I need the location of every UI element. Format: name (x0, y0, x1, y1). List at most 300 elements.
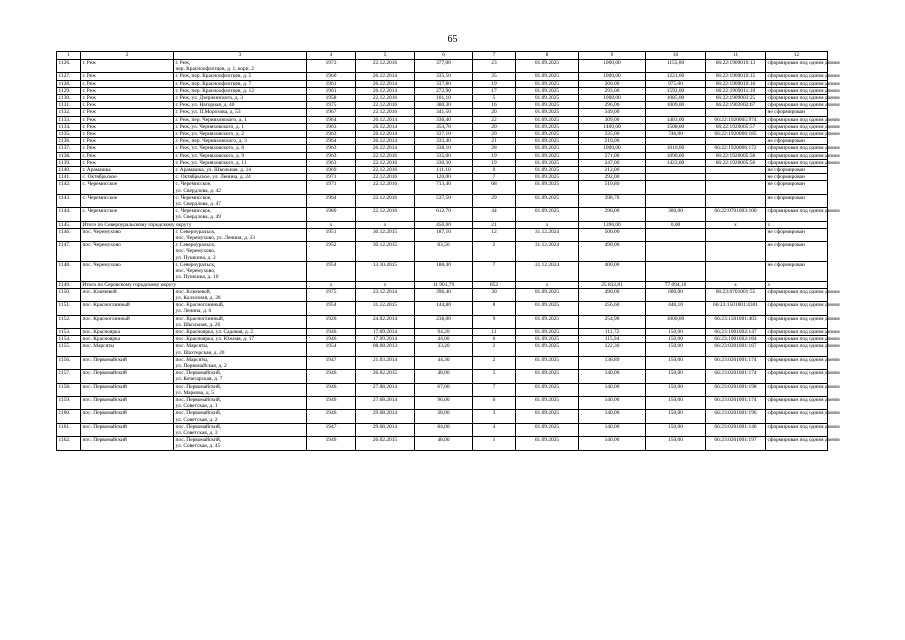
table-row (57, 109, 828, 116)
table-cell: 19 (473, 159, 516, 166)
table-cell: 25 832,81 (579, 281, 646, 288)
table-cell: 187,10 (415, 228, 473, 241)
table-cell: г. Реж (81, 109, 174, 116)
table-cell: г. Реж, ул. Дзержинского, д. 3 (174, 95, 307, 102)
table-cell: 1000,00 (579, 73, 646, 80)
table-cell: 66:23:0201001:196 (706, 410, 766, 423)
table-cell (646, 174, 706, 181)
table-cell: 08.08.2013 (356, 343, 415, 356)
table-cell (706, 242, 766, 262)
table-cell: г. Арамашка (81, 167, 174, 174)
table-cell: 16 (473, 102, 516, 109)
table-cell: 337,80 (415, 80, 473, 87)
table-cell: 30.12.2015 (356, 242, 415, 262)
table-cell: 66:22:1920005:57 (706, 123, 766, 130)
table-cell: сформирован под одним домом (767, 131, 840, 138)
table-cell: 22.12.2016 (356, 181, 415, 194)
table-cell: пос. Красноярка (81, 336, 174, 343)
table-cell (706, 167, 766, 174)
table-cell: 1134. (57, 123, 81, 130)
table-cell: 1958 (307, 95, 356, 102)
table-row (57, 302, 828, 315)
table-cell: 96,00 (415, 396, 473, 409)
table-cell: 1146. (57, 228, 81, 241)
table-row (57, 288, 828, 301)
table-cell (646, 194, 706, 207)
table-cell: 29.08.2014 (356, 410, 415, 423)
table-cell: 26.02.2015 (356, 370, 415, 383)
table-cell: г. Реж (81, 123, 174, 130)
table-cell: г. Североуральск, пос. Черемухово, ул. Ленина, д. 33 (174, 228, 307, 241)
page-number: 65 (447, 34, 458, 45)
table-row (57, 194, 828, 207)
table-cell: 1483,00 (646, 116, 706, 123)
table-cell: не сформирован (766, 167, 828, 174)
table-cell: 11 901,79 (415, 281, 473, 288)
table-cell: 22.12.2016 (356, 102, 415, 109)
table-cell: 150,00 (646, 396, 706, 409)
table-cell: г. Реж, пер. Красноофлотцев, д. 5 (174, 73, 307, 80)
table-row (57, 102, 828, 109)
table-cell: пос. Первомайский, ул. Советская, д. 1 (174, 396, 307, 409)
table-cell: 35 (473, 73, 516, 80)
table-cell: 01.09.2025 (516, 109, 579, 116)
table-row (57, 356, 828, 369)
table-cell: 26.12.2014 (356, 138, 415, 145)
table-cell: пос. Первомайский, ул. Советская, д. 45 (174, 437, 307, 450)
table-cell: 1126. (57, 60, 81, 73)
table-cell: 140,00 (579, 423, 646, 436)
table-cell: 17.09.2014 (356, 336, 415, 343)
table-cell: г. Реж, ул. Черняховского, д. 2 (174, 131, 307, 138)
table-cell: 30.12.2015 (356, 228, 415, 241)
table-cell: 1140. (57, 167, 81, 174)
table-cell: 84,00 (415, 423, 473, 436)
column-header: 9 (579, 52, 646, 60)
table-cell: г. Реж (81, 102, 174, 109)
table-cell: сформирован под одним домом (767, 87, 840, 94)
table-cell: г. Реж (81, 131, 174, 138)
table-cell: 21 (473, 138, 516, 145)
table-row (57, 131, 828, 138)
table-cell: 1133. (57, 116, 81, 123)
table-cell: 27.08.2014 (356, 396, 415, 409)
table-cell: 510,80 (579, 181, 646, 194)
table-cell: 975,00 (646, 80, 706, 87)
table-cell: 1130. (57, 95, 81, 102)
table-cell: 26.12.2014 (356, 80, 415, 87)
table-cell (706, 261, 766, 281)
table-cell: г. Реж, ул. Черняховского, д. 11 (174, 159, 307, 166)
table-cell: пос. Первомайский (81, 437, 174, 450)
table-cell (706, 194, 766, 207)
table-cell: 01.09.2025 (516, 116, 579, 123)
table-cell: 140,00 (579, 410, 646, 423)
table-cell: г. Реж, ул. Нагорная, д. 40 (174, 102, 307, 109)
table-cell: 01.09.2025 (516, 423, 579, 436)
table-cell: 1963 (307, 123, 356, 130)
table-cell: 17.09.2014 (356, 328, 415, 335)
table-cell: 1152. (57, 315, 81, 328)
table-cell: 1000,00 (579, 60, 646, 73)
table-cell: 01.09.2025 (516, 336, 579, 343)
table-cell: пос. Черемухово (81, 228, 174, 241)
table-cell: 1148. (57, 261, 81, 281)
table-cell: сформирован под одним домом (767, 80, 840, 87)
column-header: 1 (57, 52, 81, 60)
table-row (57, 208, 828, 221)
column-header: 6 (415, 52, 473, 60)
table-cell: 377,00 (415, 60, 473, 73)
table-cell: пос. Первомайский (81, 396, 174, 409)
table-cell: 335,50 (415, 73, 473, 80)
table-cell: г. Реж (81, 73, 174, 80)
table-cell: сформирован под одним домом (766, 302, 828, 315)
table-cell: 19 (473, 152, 516, 159)
table-cell: 01.09.2025 (516, 95, 579, 102)
table-cell: сформирован под одним домом (767, 123, 840, 130)
table-cell: 66:22:1909010:13 (706, 60, 766, 73)
table-cell: с. Черемисское (81, 208, 174, 221)
table-cell: г. Североуральск, пос. Черемухово, ул. Пушкина, д. 10 (174, 261, 307, 281)
table-cell: сформирован под одним домом (767, 102, 840, 109)
table-cell: 3 (473, 410, 516, 423)
table-cell: 490,00 (579, 242, 646, 262)
table-cell: 1143. (57, 194, 81, 207)
table-cell: 1973 (307, 60, 356, 73)
table-cell: 0,00 (646, 221, 706, 228)
table-cell: 26.12.2014 (356, 131, 415, 138)
column-header: 12 (766, 52, 828, 60)
table-cell: пос. Первомайский (81, 370, 174, 383)
table-cell: 1954 (307, 343, 356, 356)
table-cell: г. Реж (81, 138, 174, 145)
table-cell: 212,00 (579, 167, 646, 174)
table-cell: с. Черемисское (81, 194, 174, 207)
table-cell: 1000,00 (579, 145, 646, 152)
table-cell: 1954 (307, 261, 356, 281)
table-cell (706, 174, 766, 181)
table-cell: сформирован под одним домом (766, 423, 828, 436)
table-cell: 31.12.2024 (516, 261, 579, 281)
table-cell: 337,10 (415, 131, 473, 138)
table-cell: сформирован под одним домом (766, 356, 828, 369)
table-cell: 26.12.2014 (356, 73, 415, 80)
table-cell: 01.09.2025 (516, 383, 579, 396)
table-cell: 66:23:0201001:146 (706, 423, 766, 436)
table-cell: 01.09.2025 (516, 138, 579, 145)
table-cell: г. Реж (81, 159, 174, 166)
table-cell: 380,30 (415, 102, 473, 109)
table-cell: 2 (473, 343, 516, 356)
table-cell: пос. Первомайский (81, 383, 174, 396)
table-cell: 1156. (57, 356, 81, 369)
table-row (57, 336, 828, 343)
table-cell: x (516, 221, 579, 228)
table-cell: 26.12.2014 (356, 87, 415, 94)
table-cell: г. Реж, пер. Красноофлотцев, д. 7 (174, 80, 307, 87)
table-cell: не сформирован (766, 138, 828, 145)
table-cell: x (516, 281, 579, 288)
table-cell: 309,00 (579, 116, 646, 123)
table-cell: сформирован под одним домом (767, 328, 840, 335)
table-cell: 4 (473, 423, 516, 436)
table-cell: не сформирован (766, 261, 828, 281)
table-cell: 1961 (307, 87, 356, 94)
table-cell: 66:23:0201001:174 (706, 370, 766, 383)
table-cell: 1975 (307, 102, 356, 109)
table-cell: 1158. (57, 383, 81, 396)
table-cell: г. Реж (81, 116, 174, 123)
table-cell: 188,40 (415, 261, 473, 281)
table-cell: 24.02.2014 (356, 315, 415, 328)
table-cell: 01.09.2025 (516, 328, 579, 335)
table-cell: 66:23:1501001:403 (706, 315, 766, 328)
table-cell: 1969 (307, 167, 356, 174)
table-cell: сформирован под одним домом (766, 383, 828, 396)
table-cell: 77 094,10 (646, 281, 706, 288)
table-cell: г. Реж, ул. Черняховского, д. 1 (174, 123, 307, 130)
table-cell: не сформирован (766, 228, 828, 241)
table-cell: г. Реж (81, 145, 174, 152)
table-cell: 8 (473, 302, 516, 315)
table-cell: 111,10 (415, 167, 473, 174)
table-cell: пос. Ключевой (81, 288, 174, 301)
table-cell: 1157. (57, 370, 81, 383)
table-cell (706, 138, 766, 145)
table-cell: не сформирован (766, 194, 828, 207)
table-cell: 44,30 (415, 356, 473, 369)
table-cell: 26.12.2014 (356, 116, 415, 123)
table-cell: 01.09.2025 (516, 174, 579, 181)
table-cell: 01.09.2025 (516, 288, 579, 301)
table-cell: 396,40 (415, 288, 473, 301)
table-cell: 338,10 (415, 145, 473, 152)
table-cell: 1947 (307, 423, 356, 436)
table-cell: 341,50 (415, 109, 473, 116)
table-cell: 01.09.2025 (516, 131, 579, 138)
table-cell: 500,00 (579, 228, 646, 241)
table-cell: 150,00 (646, 370, 706, 383)
table-cell: 1136. (57, 138, 81, 145)
table-cell: 150,00 (646, 343, 706, 356)
table-cell: 330,40 (415, 116, 473, 123)
table-cell: 396,00 (579, 208, 646, 221)
table-cell: 238,00 (415, 315, 473, 328)
table-cell: с. Октябрьское (81, 174, 174, 181)
table-cell (646, 228, 706, 241)
table-cell: 1221,00 (646, 73, 706, 80)
table-cell: 1592,00 (646, 87, 706, 94)
table-cell: 22.12.2016 (356, 167, 415, 174)
table-cell: 01.09.2025 (516, 194, 579, 207)
table-cell: 1964 (307, 194, 356, 207)
table-cell: 6 (473, 396, 516, 409)
table-cell: с. Черемисское, ул. Свердлова, д. 42 (174, 181, 307, 194)
table-cell: 1975 (307, 288, 356, 301)
table-row (57, 174, 828, 181)
table-cell: 22.12.2016 (356, 109, 415, 116)
column-header: 4 (307, 52, 356, 60)
table-cell: пос. Первомайский (81, 410, 174, 423)
table-cell: г. Реж, ул. П.Морозова, д. 53 (174, 109, 307, 116)
column-header: 7 (473, 52, 516, 60)
table-row (57, 80, 828, 87)
table-cell: 1961 (307, 80, 356, 87)
table-cell: 1 (473, 437, 516, 450)
table-cell: 852 (473, 281, 516, 288)
table-cell: не сформирован (766, 174, 828, 181)
table-cell: пос. Красноярка, ул. Садовая, д. 2 (174, 328, 307, 335)
table-cell: 1149. (57, 281, 81, 288)
table-cell: 398,70 (579, 194, 646, 207)
table-cell: 01.09.2025 (516, 437, 579, 450)
table-cell: 66:22:1902002:67 (706, 102, 766, 109)
table-cell: 1009,00 (646, 102, 706, 109)
table-cell: 01.09.2025 (516, 87, 579, 94)
table-cell: 1947 (307, 356, 356, 369)
table-cell: 1946 (307, 437, 356, 450)
table-cell: 1952 (307, 242, 356, 262)
table-cell: 01.09.2025 (516, 370, 579, 383)
table-cell: 1153. (57, 328, 81, 335)
column-header: 11 (706, 52, 766, 60)
table-cell: 44 (473, 208, 516, 221)
table-row (57, 437, 828, 450)
table-cell: пос. Ключевой, ул. Колхозная, д. 28 (174, 288, 307, 301)
table-cell: 29 (473, 194, 516, 207)
table-cell: сформирован под одним домом (767, 336, 840, 343)
table-cell: 01.09.2025 (516, 80, 579, 87)
table-cell: 26.12.2014 (356, 145, 415, 152)
table-cell: пос. Красноглинный, ул. Школьная, д. 26 (174, 315, 307, 328)
table-cell: 01.09.2025 (516, 167, 579, 174)
column-header: 10 (646, 52, 706, 60)
table-cell: пос. Красноглинный, ул. Ленина, д. 6 (174, 302, 307, 315)
table-cell: 1964 (307, 138, 356, 145)
table-cell: 150,00 (646, 437, 706, 450)
table-cell: Итого по Серовскому городскому округу (81, 281, 307, 288)
table-cell: 600,00 (646, 288, 706, 301)
table-cell: 01.09.2025 (516, 73, 579, 80)
table-cell: 1162. (57, 437, 81, 450)
table-cell: 94,20 (415, 328, 473, 335)
table-cell: 66:22:1909003:25 (706, 95, 766, 102)
table-cell: 1963 (307, 152, 356, 159)
table-cell: x (356, 281, 415, 288)
table-cell: 26.02.2015 (356, 437, 415, 450)
table-cell: 1951 (307, 228, 356, 241)
table-cell: 1144. (57, 208, 81, 221)
table-cell: сформирован под одним домом (766, 315, 828, 328)
table-cell: x (766, 281, 828, 288)
table-row (57, 242, 828, 262)
table-cell: 66:22:1909011:10 (706, 87, 766, 94)
table-cell: 1090,00 (646, 152, 706, 159)
table-cell: сформирован под одним домом (767, 159, 840, 166)
table-cell: с. Черемисское, ул. Свердлова, д. 49 (174, 208, 307, 221)
table-cell: 1946 (307, 396, 356, 409)
table-cell: пос. Марсяты (81, 343, 174, 356)
table-cell: x (307, 221, 356, 228)
table-cell: пос. Черемухово (81, 261, 174, 281)
table-cell (646, 261, 706, 281)
table-cell: 01.09.2025 (516, 181, 579, 194)
table-cell: x (356, 221, 415, 228)
table-cell: 150,00 (646, 423, 706, 436)
table-cell: 5 (473, 95, 516, 102)
table-cell: 66:22:1909010:15 (706, 73, 766, 80)
table-cell: 144,80 (415, 302, 473, 315)
table-cell: 1160. (57, 410, 81, 423)
table-cell: 01.09.2025 (516, 356, 579, 369)
table-row (57, 60, 828, 73)
table-cell: 01.09.2025 (516, 343, 579, 356)
table-cell: 19 (473, 80, 516, 87)
table-cell: 66:23:1501001:4301 (706, 302, 766, 315)
table-cell: с. Черемисское (81, 181, 174, 194)
table-cell: 1132. (57, 109, 81, 116)
table-cell: 31.12.2015 (356, 302, 415, 315)
table-cell: 150,00 (646, 356, 706, 369)
table-cell: 140,00 (579, 396, 646, 409)
table-row (57, 396, 828, 409)
table-cell: г. Реж, ул. Черняховского, д. 6 (174, 145, 307, 152)
table-cell: не сформирован (766, 242, 828, 262)
table-cell: 247,00 (579, 159, 646, 166)
table-cell: 150,00 (646, 328, 706, 335)
table-cell: 01.09.2025 (516, 123, 579, 130)
table-row (57, 221, 828, 228)
table-cell: 400,00 (579, 261, 646, 281)
table-cell: сформирован под одним домом (767, 152, 840, 159)
table-cell: 1963 (307, 131, 356, 138)
table-cell: сформирован под одним домом (767, 95, 840, 102)
table-cell: 1155,00 (646, 60, 706, 73)
table-row (57, 73, 828, 80)
table-cell: пос. Марсяты, ул. Шахтерская, д. 20 (174, 343, 307, 356)
table-cell: 349,00 (579, 109, 646, 116)
table-cell: 1139. (57, 159, 81, 166)
table-cell: 44,00 (415, 336, 473, 343)
table-cell: 20 (473, 131, 516, 138)
table-cell: 122,36 (579, 343, 646, 356)
table-cell: сформирован под одним домом (766, 60, 828, 73)
table-cell: 612,70 (415, 208, 473, 221)
table-cell: 1971 (307, 174, 356, 181)
table-cell: 210,00 (579, 138, 646, 145)
table-cell: 1131. (57, 102, 81, 109)
table-cell: 1946 (307, 370, 356, 383)
table-cell: 28 (473, 145, 516, 152)
table-cell: 1141. (57, 174, 81, 181)
table-cell: 20 (473, 109, 516, 116)
table-cell: г. Североуральск, пос. Черемухово, ул. Пушкина, д. 2 (174, 242, 307, 262)
table-cell: 17 (473, 87, 516, 94)
table-cell: 746,00 (646, 131, 706, 138)
table-cell: сформирован под одним домом (766, 396, 828, 409)
table-cell: 256,60 (579, 302, 646, 315)
table-cell: 22.12.2016 (356, 60, 415, 73)
table-row (57, 123, 828, 130)
table-cell: 150,00 (646, 410, 706, 423)
table-cell: Итого по Североуральскому городскому округу (81, 221, 307, 228)
table-cell: 254,90 (579, 315, 646, 328)
table-cell: 22.12.2016 (356, 152, 415, 159)
table-row (57, 228, 828, 241)
table-cell: 2 (473, 356, 516, 369)
table-cell: 1000,00 (579, 95, 646, 102)
